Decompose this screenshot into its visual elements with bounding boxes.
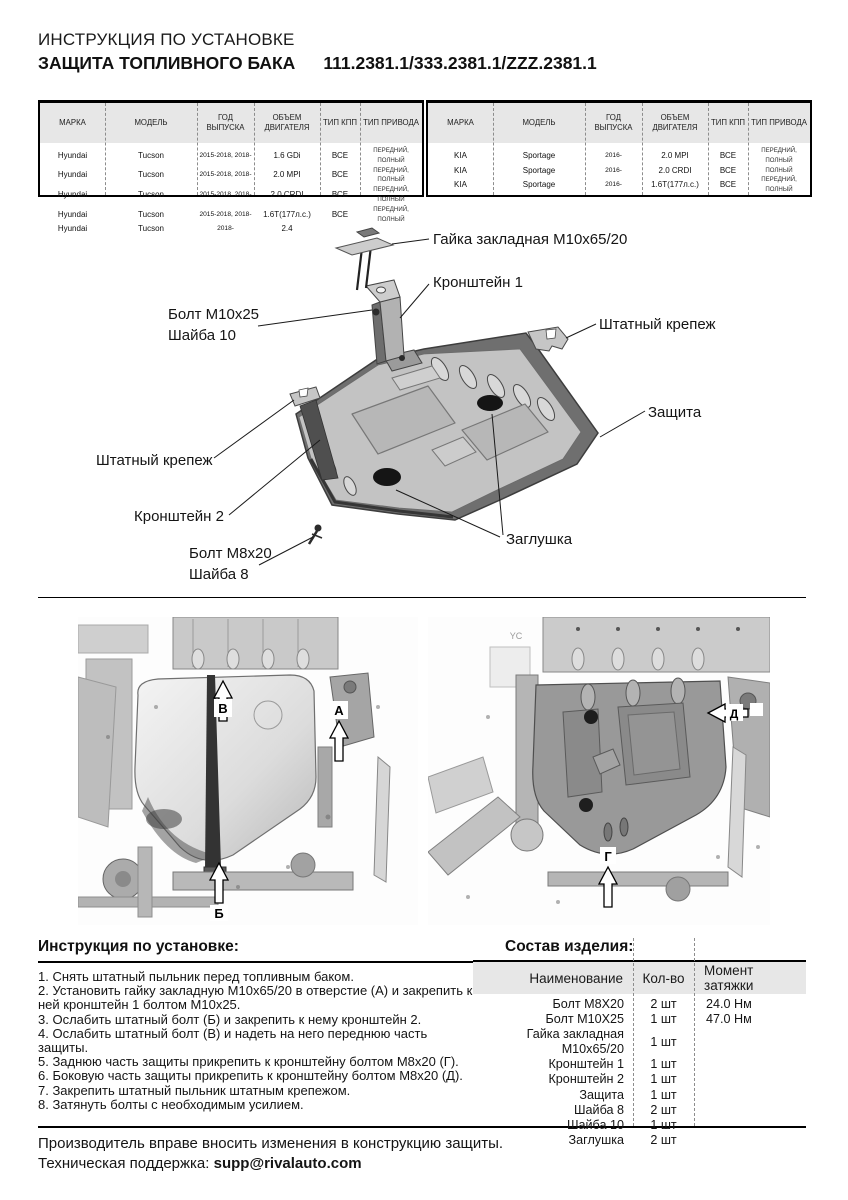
table-cell: Sportage [522,150,556,160]
table-cell: ВСЕ [719,165,737,175]
table-row [473,1088,806,1103]
table-cell: Hyundai [57,150,88,160]
table-row [473,1012,806,1027]
label-washer8: Шайба 8 [189,566,249,583]
column-divider [254,103,255,195]
table-cell: Tucson [138,170,164,180]
table-cell: 1 шт [650,1087,677,1102]
column-divider [642,103,643,195]
column-header: Наименование [473,961,633,994]
column-divider [694,938,695,1126]
page-footer [38,1134,503,1174]
table-cell: 1.6 GDi [273,150,301,160]
table-cell: 1 шт [650,1057,677,1072]
column-header: ОБЪЕМ ДВИГАТЕЛЯ [642,103,708,143]
table-cell: Кронштейн 2 [548,1072,624,1087]
table-cell: 2.0 MPI [661,150,689,160]
table-cell: 24.0 Нм [706,997,752,1011]
label-factory-mount-right: Штатный крепеж [599,316,716,333]
label-bracket2: Кронштейн 2 [134,508,224,525]
column-divider [493,103,494,195]
table-cell: 2015-2018, 2018- [199,151,252,159]
table-cell: ПЕРЕДНИЙ, ПОЛНЫЙ [373,147,409,164]
table-cell: Hyundai [57,190,88,200]
table-cell: Tucson [138,150,164,160]
table-cell: ВСЕ [331,170,349,180]
marker-letter: Г [604,849,612,864]
bolt-m8-drawing [309,525,322,545]
label-bolt-m10-group [168,304,259,346]
table-cell [694,1027,806,1057]
column-header: МОДЕЛЬ [105,103,197,143]
column-header: МОДЕЛЬ [493,103,585,143]
label-bolt-m10: Болт M10x25 [168,306,260,323]
table-cell: Болт М8Х20 [552,997,624,1011]
support-label: Техническая поддержка: [38,1155,214,1172]
column-divider [197,103,198,195]
table-cell: 2015-2018, 2018- [199,191,252,199]
column-header: МАРКА [40,103,105,143]
table-cell [694,1057,806,1072]
bolt-m10-drawing [373,309,380,316]
header-row [428,103,810,143]
table-cell: 1 шт [650,1117,677,1132]
label-washer10: Шайба 10 [168,327,236,344]
column-header: ТИП ПРИВОДА [360,103,422,143]
fitment-table-left-box [38,100,424,234]
table-cell: Tucson [138,224,164,234]
marker-letter: Б [214,906,224,921]
table-cell: KIA [454,150,467,160]
table-cell: Hyundai [57,170,88,180]
table-row [40,166,422,186]
column-header: ТИП ПРИВОДА [748,103,810,143]
table-cell: 1.6Т(177л.с.) [651,180,699,190]
marker-letter: А [334,703,344,718]
table-cell: 2 шт [650,997,677,1011]
table-cell: 2016- [605,181,622,189]
photo-right-drawing [428,617,770,925]
instruction-step: 6. Боковую часть защиты прикрепить к кронштейну болтом М8х20 (Д). [38,1068,463,1084]
table-cell: 2018- [217,225,234,233]
table-cell: 2.0 MPI [273,170,301,180]
label-factory-mount-left: Штатный крепеж [96,452,213,469]
table-cell: ВСЕ [719,180,737,190]
column-header: ОБЪЕМ ДВИГАТЕЛЯ [254,103,320,143]
column-divider [633,938,634,1126]
manufacturer-note: Производитель вправе вносить изменения в конструкцию защиты. [38,1135,504,1152]
instructions-list [38,970,474,1112]
table-cell: Sportage [522,165,556,175]
column-divider [708,103,709,195]
table-cell: ПЕРЕДНИЙ, ПОЛНЫЙ [373,186,409,203]
table-row [428,166,810,176]
instruction-step: 1. Снять штатный пыльник перед топливным баком. [38,969,354,984]
table-cell: Гайка закладная М10х65/20 [526,1027,624,1057]
table-cell: ВСЕ [331,209,349,219]
embedded-nut-drawing [336,228,393,290]
label-plug: Заглушка [506,531,573,548]
table-cell: ПОЛНЫЙ [765,166,793,174]
column-header: Кол-во [633,961,694,994]
column-divider [105,103,106,195]
instruction-step: 2. Установить гайку закладную М10х65/20 в отверстие (А) и закрепить к ней кронштейн 1 болтом М10х25. [38,983,473,1013]
column-header: ТИП КПП [708,103,748,143]
table-cell: ПЕРЕДНИЙ, ПОЛНЫЙ [373,166,409,184]
table-cell [694,1072,806,1087]
diagram-drawing [0,218,848,603]
table-cell: 1 шт [650,1072,677,1087]
table-cell: 2.4 [281,224,293,234]
table-cell: Tucson [138,190,164,200]
page-header [38,30,597,74]
table-row [473,994,806,1012]
table-cell: 2.0 CRDI [270,190,304,200]
table-row [428,175,810,195]
table-cell [694,1118,806,1133]
shield-plate-drawing [290,327,598,520]
photo-watermark: YC [509,631,523,641]
table-cell: KIA [454,165,467,175]
table-cell: ВСЕ [331,150,349,160]
table-cell [694,1088,806,1103]
fitment-table-right-box [426,100,812,197]
marker-letter: Д [729,707,739,721]
table-cell: 2015-2018, 2018- [199,171,252,179]
table-cell: 2015-2018, 2018- [199,210,252,218]
table-cell: Шайба 10 [566,1117,624,1132]
table-cell: ВСЕ [719,150,737,160]
label-bolt-m8-group [189,543,272,585]
header-row [40,103,422,143]
column-header: ГОД ВЫПУСКА [197,103,254,143]
table-cell [694,1103,806,1118]
table-row [473,1133,806,1148]
fitment-tables [38,100,812,234]
plug-bottom [373,468,401,486]
table-row [40,185,422,205]
instruction-step: 7. Закрепить штатный пыльник штатным крепежом. [38,1082,351,1098]
column-header: МАРКА [428,103,493,143]
table-cell: 1 шт [650,1012,677,1027]
table-row [473,1072,806,1087]
instruction-step: 3. Ослабить штатный болт (Б) и закрепить к нему кронштейн 2. [38,1011,422,1027]
table-cell: 1.6Т(177л.с.) [263,209,311,219]
photo-installed-shield [428,617,770,930]
table-cell: Шайба 8 [573,1102,624,1117]
table-cell: Защита [579,1087,624,1102]
column-header: ГОД ВЫПУСКА [585,103,642,143]
table-cell: 47.0 Нм [706,1012,752,1027]
support-line [38,1154,503,1174]
section-divider [38,597,806,598]
product-title [38,53,597,74]
fitment-table-right [428,103,810,195]
product-name: ЗАЩИТА ТОПЛИВНОГО БАКА [38,53,296,73]
exploded-diagram [0,218,848,603]
table-cell: Заглушка [568,1132,624,1147]
table-cell: Sportage [522,180,556,190]
table-cell: Hyundai [57,209,88,219]
table-cell [694,1133,806,1148]
label-embedded-nut: Гайка закладная M10x65/20 [433,231,628,248]
table-cell: 2016- [605,151,622,159]
table-row [473,1027,806,1057]
table-cell: 2 шт [650,1132,677,1147]
column-divider [320,103,321,195]
photo-left-drawing [78,617,418,925]
table-cell: Кронштейн 1 [548,1057,624,1072]
table-cell: Болт М10Х25 [545,1012,624,1027]
table-cell: 2016- [605,166,622,174]
table-row [473,1103,806,1118]
bracket1-drawing [366,280,422,371]
instruction-step: 8. Затянуть болты с необходимым усилием. [38,1096,304,1112]
table-cell: 2.0 CRDI [658,165,692,175]
table-cell: Hyundai [57,224,88,234]
parts-table [473,960,806,1148]
column-divider [360,103,361,195]
support-email: supp@rivalauto.com [213,1155,362,1172]
photo-fuel-tank [78,617,418,930]
part-numbers: 111.2381.1/333.2381.1/ZZZ.2381.1 [323,53,597,73]
table-row [428,143,810,166]
plug-top [477,395,503,411]
marker-letter: В [218,701,228,716]
fitment-table-left [40,103,422,234]
table-row [473,1118,806,1133]
table-cell: Tucson [138,209,164,219]
column-divider [585,103,586,195]
parts-title: Состав изделия: [505,938,634,955]
table-cell: 1 шт [650,1034,677,1049]
header-row [473,961,806,994]
table-cell: ПЕРЕДНИЙ, ПОЛНЫЙ [761,147,797,164]
table-cell: ПЕРЕДНИЙ, ПОЛНЫЙ [761,176,797,194]
page-title: ИНСТРУКЦИЯ ПО УСТАНОВКЕ [38,30,295,49]
table-cell: 2 шт [650,1102,677,1117]
instruction-step: 4. Ослабить штатный болт (В) и надеть на него переднюю часть защиты. [38,1025,428,1056]
table-row [473,1057,806,1072]
column-divider [748,103,749,195]
table-cell: ВСЕ [331,190,349,200]
installation-instructions [38,938,474,1128]
table-cell: KIA [454,180,467,190]
label-bracket1: Кронштейн 1 [433,274,523,291]
label-shield: Защита [648,404,702,421]
table-cell: ПЕРЕДНИЙ, ПОЛНЫЙ [373,205,409,223]
instructions-title: Инструкция по установке: [38,938,474,963]
parts-list-section [473,938,806,1147]
column-header: ТИП КПП [320,103,360,143]
table-row [40,143,422,166]
instruction-step: 5. Заднюю часть защиты прикрепить к кронштейну болтом М8х20 (Г). [38,1054,459,1070]
column-header: Момент затяжки [694,961,806,994]
label-bolt-m8: Болт M8x20 [189,545,272,562]
